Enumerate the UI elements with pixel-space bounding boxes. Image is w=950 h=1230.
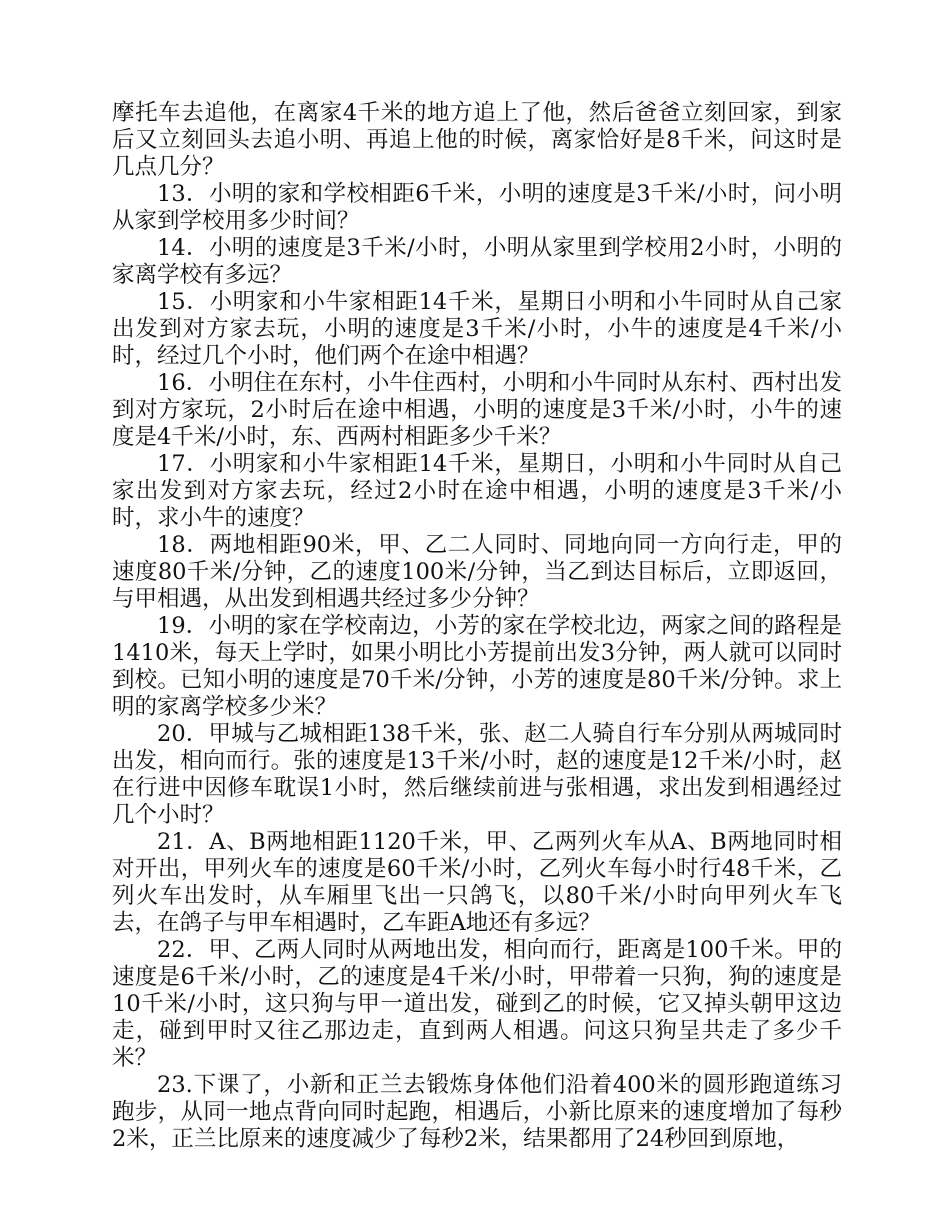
problem-18: 18．两地相距90米，甲、乙二人同时、同地向同一方向行走，甲的速度80千米/分钟，乙的速度100米/分钟，当乙到达目标后，立即返回，与甲相遇，从出发到相遇共经过多少分钟？	[112, 532, 842, 612]
problem-13: 13．小明的家和学校相距6千米，小明的速度是3千米/小时，问小明从家到学校用多少时间？	[112, 181, 842, 234]
problem-20: 20．甲城与乙城相距138千米，张、赵二人骑自行车分别从两城同时出发，相向而行。张的速度是13千米/小时，赵的速度是12千米/小时，赵在行进中因修车耽误1小时，然后继续前进与张相遇，求出发到相遇经过几个小时？	[112, 721, 842, 828]
problem-16: 16．小明住在东村，小牛住西村，小明和小牛同时从东村、西村出发到对方家玩，2小时后在途中相遇，小明的速度是3千米/小时，小牛的速度是4千米/小时，东、西两村相距多少千米？	[112, 370, 842, 450]
problem-17: 17．小明家和小牛家相距14千米，星期日，小明和小牛同时从自己家出发到对方家去玩，经过2小时在途中相遇，小明的速度是3千米/小时，求小牛的速度？	[112, 451, 842, 531]
paragraph-continuation: 摩托车去追他，在离家4千米的地方追上了他，然后爸爸立刻回家，到家后又立刻回头去追小明、再追上他的时候，离家恰好是8千米，问这时是几点几分？	[112, 100, 842, 180]
problem-23: 23.下课了，小新和正兰去锻炼身体他们沿着400米的圆形跑道练习跑步，从同一地点背向同时起跑，相遇后，小新比原来的速度增加了每秒2米，正兰比原来的速度减少了每秒2米，结果都用了24秒回到原地，	[112, 1072, 842, 1152]
document-body	[112, 100, 842, 1153]
problem-21: 21．A、B两地相距1120千米，甲、乙两列火车从A、B两地同时相对开出，甲列火车的速度是60千米/小时，乙列火车每小时行48千米，乙列火车出发时，从车厢里飞出一只鸽飞，以80千米/小时向甲列火车飞去，在鸽子与甲车相遇时，乙车距A地还有多远？	[112, 829, 842, 936]
problem-14: 14．小明的速度是3千米/小时，小明从家里到学校用2小时，小明的家离学校有多远？	[112, 235, 842, 288]
problem-19: 19．小明的家在学校南边，小芳的家在学校北边，两家之间的路程是1410米，每天上学时，如果小明比小芳提前出发3分钟，两人就可以同时到校。已知小明的速度是70千米/分钟，小芳的速度是80千米/分钟。求上明的家离学校多少米？	[112, 613, 842, 720]
problem-15: 15．小明家和小牛家相距14千米，星期日小明和小牛同时从自己家出发到对方家去玩，小明的速度是3千米/小时，小牛的速度是4千米/小时，经过几个小时，他们两个在途中相遇？	[112, 289, 842, 369]
problem-22: 22．甲、乙两人同时从两地出发，相向而行，距离是100千米。甲的速度是6千米/小时，乙的速度是4千米/小时，甲带着一只狗，狗的速度是10千米/小时，这只狗与甲一道出发，碰到乙的时候，它又掉头朝甲这边走，碰到甲时又往乙那边走，直到两人相遇。问这只狗呈共走了多少千米？	[112, 937, 842, 1071]
